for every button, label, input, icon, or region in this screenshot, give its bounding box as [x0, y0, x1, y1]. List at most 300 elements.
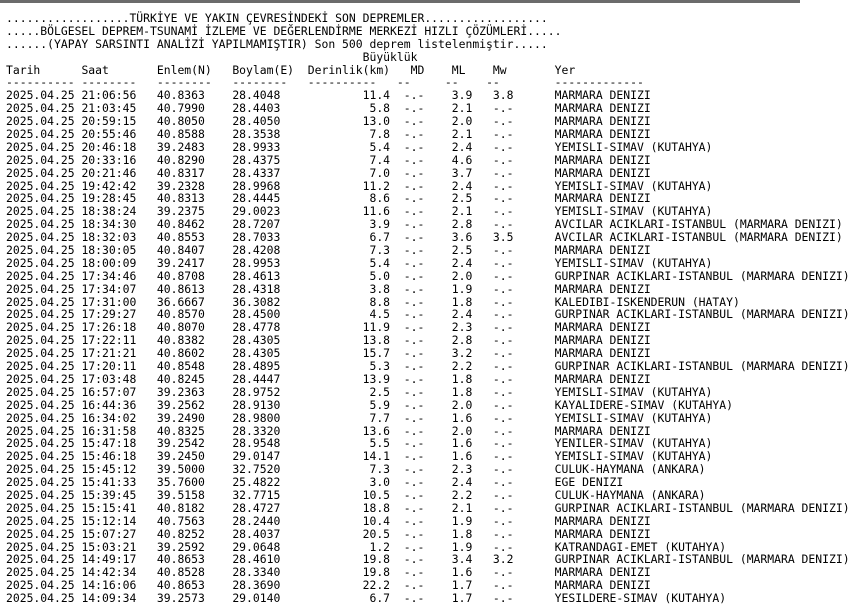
cell-ml: 2.4 — [444, 255, 480, 270]
magnitude-group-label: Büyüklük — [362, 49, 418, 64]
cell-tarih: 2025.04.25 — [6, 552, 75, 567]
cell-derinlikkm: 3.0 — [307, 475, 391, 490]
cell-mw: -.- — [486, 127, 521, 142]
cell-ml: 3.2 — [444, 346, 480, 361]
column-underline: ------------- — [554, 75, 644, 90]
cell-saat: 15:07:27 — [81, 526, 151, 541]
cell-tarih: 2025.04.25 — [6, 436, 75, 451]
cell-yer: MARMARA DENIZI — [554, 88, 651, 103]
cell-yer: GURPINAR ACIKLARI-ISTANBUL (MARMARA DENIZI) — [554, 307, 850, 322]
cell-yer: CULUK-HAYMANA (ANKARA) — [554, 462, 706, 477]
cell-mw: -.- — [486, 526, 521, 541]
cell-tarih: 2025.04.25 — [6, 230, 75, 245]
cell-boylame: 32.7715 — [232, 487, 301, 502]
cell-ml: 1.6 — [444, 410, 480, 425]
cell-enlemn: 40.8050 — [156, 114, 226, 129]
cell-yer: MARMARA DENIZI — [554, 281, 651, 296]
cell-tarih: 2025.04.25 — [6, 423, 75, 438]
cell-md: -.- — [396, 101, 439, 116]
cell-tarih: 2025.04.25 — [6, 268, 75, 283]
cell-mw: -.- — [486, 191, 521, 206]
cell-ml: 2.0 — [444, 268, 480, 283]
cell-derinlikkm: 5.4 — [307, 255, 391, 270]
cell-ml: 1.9 — [444, 513, 480, 528]
cell-derinlikkm: 11.6 — [307, 204, 391, 219]
cell-ml: 1.6 — [444, 565, 480, 580]
cell-ml: 2.0 — [444, 114, 480, 129]
cell-derinlikkm: 5.0 — [307, 268, 391, 283]
cell-md: -.- — [396, 578, 439, 593]
cell-yer: YEMISLI-SIMAV (KUTAHYA) — [554, 139, 713, 154]
cell-enlemn: 39.2483 — [156, 139, 226, 154]
cell-mw: -.- — [486, 217, 521, 232]
cell-yer: MARMARA DENIZI — [554, 114, 651, 129]
cell-saat: 21:06:56 — [81, 88, 151, 103]
cell-mw: -.- — [486, 500, 521, 515]
cell-tarih: 2025.04.25 — [6, 281, 75, 296]
cell-mw: -.- — [486, 281, 521, 296]
cell-ml: 2.0 — [444, 397, 480, 412]
earthquake-listing — [0, 3, 850, 606]
cell-mw: -.- — [486, 449, 521, 464]
column-header-enlemn: Enlem(N) — [156, 62, 226, 77]
cell-derinlikkm: 7.3 — [307, 462, 391, 477]
cell-tarih: 2025.04.25 — [6, 114, 75, 129]
cell-boylame: 28.9933 — [232, 139, 301, 154]
cell-md: -.- — [396, 346, 439, 361]
cell-ml: 2.3 — [444, 320, 480, 335]
cell-saat: 20:21:46 — [81, 165, 151, 180]
cell-derinlikkm: 3.9 — [307, 217, 391, 232]
cell-yer: YEMISLI-SIMAV (KUTAHYA) — [554, 449, 713, 464]
cell-enlemn: 39.2450 — [156, 449, 226, 464]
cell-mw: -.- — [486, 539, 521, 554]
cell-boylame: 28.4208 — [232, 243, 301, 258]
cell-enlemn: 40.8382 — [156, 333, 226, 348]
cell-boylame: 29.0648 — [232, 539, 301, 554]
cell-saat: 18:34:30 — [81, 217, 151, 232]
cell-ml: 1.6 — [444, 436, 480, 451]
cell-tarih: 2025.04.25 — [6, 320, 75, 335]
cell-derinlikkm: 6.7 — [307, 591, 391, 606]
cell-saat: 17:21:21 — [81, 346, 151, 361]
cell-ml: 2.1 — [444, 500, 480, 515]
magnitude-group-spacer — [6, 50, 363, 64]
cell-yer: MARMARA DENIZI — [554, 127, 651, 142]
cell-mw: -.- — [486, 397, 521, 412]
cell-saat: 14:16:06 — [81, 578, 151, 593]
cell-ml: 2.4 — [444, 178, 480, 193]
cell-mw: -.- — [486, 462, 521, 477]
earthquake-rows — [6, 88, 850, 606]
cell-boylame: 28.4337 — [232, 165, 301, 180]
cell-md: -.- — [396, 449, 439, 464]
cell-md: -.- — [396, 384, 439, 399]
cell-mw: -.- — [486, 294, 521, 309]
cell-tarih: 2025.04.25 — [6, 127, 75, 142]
cell-ml: 2.4 — [444, 139, 480, 154]
cell-md: -.- — [396, 243, 439, 258]
cell-boylame: 28.9953 — [232, 255, 301, 270]
cell-yer: GURPINAR ACIKLARI-ISTANBUL (MARMARA DENIZI) — [554, 552, 850, 567]
cell-mw: -.- — [486, 101, 521, 116]
column-header-derinlikkm: Derinlik(km) — [307, 62, 391, 77]
cell-derinlikkm: 7.8 — [307, 127, 391, 142]
cell-md: -.- — [396, 552, 439, 567]
cell-saat: 19:42:42 — [81, 178, 151, 193]
cell-boylame: 28.9752 — [232, 384, 301, 399]
cell-derinlikkm: 7.0 — [307, 165, 391, 180]
column-header-ml: ML — [444, 62, 480, 77]
cell-md: -.- — [396, 565, 439, 580]
cell-derinlikkm: 5.5 — [307, 436, 391, 451]
cell-boylame: 28.4445 — [232, 191, 301, 206]
cell-tarih: 2025.04.25 — [6, 539, 75, 554]
cell-saat: 16:44:36 — [81, 397, 151, 412]
column-header-boylame: Boylam(E) — [232, 62, 301, 77]
cell-saat: 21:03:45 — [81, 101, 151, 116]
cell-mw: -.- — [486, 320, 521, 335]
cell-mw: -.- — [486, 436, 521, 451]
column-underline: -- — [486, 75, 521, 90]
cell-boylame: 28.4050 — [232, 114, 301, 129]
cell-yer: KATRANDAGI-EMET (KUTAHYA) — [554, 539, 727, 554]
cell-ml: 1.8 — [444, 384, 480, 399]
cell-yer: MARMARA DENIZI — [554, 191, 651, 206]
cell-boylame: 32.7520 — [232, 462, 301, 477]
cell-derinlikkm: 5.9 — [307, 397, 391, 412]
cell-tarih: 2025.04.25 — [6, 152, 75, 167]
cell-boylame: 28.3320 — [232, 423, 301, 438]
cell-md: -.- — [396, 127, 439, 142]
cell-ml: 1.6 — [444, 449, 480, 464]
cell-enlemn: 40.8070 — [156, 320, 226, 335]
cell-yer: MARMARA DENIZI — [554, 243, 651, 258]
cell-md: -.- — [396, 359, 439, 374]
cell-boylame: 29.0140 — [232, 591, 301, 606]
cell-md: -.- — [396, 513, 439, 528]
cell-md: -.- — [396, 500, 439, 515]
cell-boylame: 28.7207 — [232, 217, 301, 232]
cell-saat: 17:34:07 — [81, 281, 151, 296]
cell-ml: 2.1 — [444, 204, 480, 219]
cell-saat: 19:28:45 — [81, 191, 151, 206]
cell-mw: -.- — [486, 152, 521, 167]
cell-md: -.- — [396, 191, 439, 206]
cell-tarih: 2025.04.25 — [6, 294, 75, 309]
cell-md: -.- — [396, 475, 439, 490]
cell-yer: EGE DENIZI — [554, 475, 624, 490]
cell-md: -.- — [396, 139, 439, 154]
cell-boylame: 28.4447 — [232, 371, 301, 386]
cell-tarih: 2025.04.25 — [6, 384, 75, 399]
cell-boylame: 28.9130 — [232, 397, 301, 412]
cell-mw: -.- — [486, 371, 521, 386]
cell-boylame: 28.4048 — [232, 88, 301, 103]
cell-enlemn: 40.8528 — [156, 565, 226, 580]
cell-boylame: 29.0023 — [232, 204, 301, 219]
cell-saat: 17:22:11 — [81, 333, 151, 348]
cell-ml: 2.5 — [444, 243, 480, 258]
cell-ml: 2.8 — [444, 333, 480, 348]
cell-derinlikkm: 18.8 — [307, 500, 391, 515]
column-underline: ---------- — [6, 75, 75, 90]
cell-tarih: 2025.04.25 — [6, 578, 75, 593]
cell-derinlikkm: 7.4 — [307, 152, 391, 167]
cell-derinlikkm: 20.5 — [307, 526, 391, 541]
cell-ml: 2.4 — [444, 307, 480, 322]
cell-yer: MARMARA DENIZI — [554, 333, 651, 348]
cell-boylame: 28.4895 — [232, 359, 301, 374]
cell-md: -.- — [396, 462, 439, 477]
cell-saat: 15:39:45 — [81, 487, 151, 502]
cell-boylame: 28.4403 — [232, 101, 301, 116]
cell-enlemn: 40.8653 — [156, 552, 226, 567]
cell-yer: MARMARA DENIZI — [554, 578, 651, 593]
cell-saat: 20:59:15 — [81, 114, 151, 129]
cell-enlemn: 36.6667 — [156, 294, 226, 309]
cell-tarih: 2025.04.25 — [6, 101, 75, 116]
cell-mw: 3.2 — [486, 552, 521, 567]
column-underline: -------- — [156, 75, 226, 90]
cell-mw: -.- — [486, 423, 521, 438]
cell-saat: 18:38:24 — [81, 204, 151, 219]
cell-enlemn: 40.8570 — [156, 307, 226, 322]
cell-mw: -.- — [486, 268, 521, 283]
cell-boylame: 28.3690 — [232, 578, 301, 593]
cell-enlemn: 40.8602 — [156, 346, 226, 361]
cell-derinlikkm: 5.3 — [307, 359, 391, 374]
cell-mw: -.- — [486, 243, 521, 258]
cell-md: -.- — [396, 152, 439, 167]
cell-derinlikkm: 10.4 — [307, 513, 391, 528]
cell-boylame: 28.2440 — [232, 513, 301, 528]
cell-ml: 2.1 — [444, 127, 480, 142]
cell-enlemn: 40.7563 — [156, 513, 226, 528]
cell-tarih: 2025.04.25 — [6, 139, 75, 154]
cell-ml: 1.9 — [444, 281, 480, 296]
cell-md: -.- — [396, 410, 439, 425]
cell-tarih: 2025.04.25 — [6, 346, 75, 361]
cell-derinlikkm: 8.6 — [307, 191, 391, 206]
header-line-3: ......(YAPAY SARSINTI ANALİZİ YAPILMAMIŞTIR) Son 500 deprem listelenmiştir..... — [6, 36, 548, 51]
cell-enlemn: 40.8653 — [156, 578, 226, 593]
cell-saat: 20:55:46 — [81, 127, 151, 142]
cell-derinlikkm: 10.5 — [307, 487, 391, 502]
cell-yer: MARMARA DENIZI — [554, 152, 651, 167]
cell-derinlikkm: 3.8 — [307, 281, 391, 296]
cell-md: -.- — [396, 436, 439, 451]
cell-saat: 17:03:48 — [81, 371, 151, 386]
cell-boylame: 29.0147 — [232, 449, 301, 464]
cell-boylame: 28.4318 — [232, 281, 301, 296]
cell-saat: 18:30:05 — [81, 243, 151, 258]
cell-saat: 16:57:07 — [81, 384, 151, 399]
cell-saat: 18:32:03 — [81, 230, 151, 245]
cell-derinlikkm: 19.8 — [307, 565, 391, 580]
cell-md: -.- — [396, 165, 439, 180]
cell-derinlikkm: 7.7 — [307, 410, 391, 425]
cell-md: -.- — [396, 114, 439, 129]
cell-ml: 3.9 — [444, 88, 480, 103]
cell-yer: GURPINAR ACIKLARI-ISTANBUL (MARMARA DENIZI) — [554, 500, 850, 515]
cell-saat: 15:46:18 — [81, 449, 151, 464]
cell-ml: 3.6 — [444, 230, 480, 245]
column-underline: ---------- — [307, 75, 391, 90]
cell-enlemn: 40.8290 — [156, 152, 226, 167]
cell-mw: -.- — [486, 487, 521, 502]
cell-md: -.- — [396, 591, 439, 606]
cell-saat: 20:33:16 — [81, 152, 151, 167]
column-header-tarih: Tarih — [6, 62, 75, 77]
cell-mw: -.- — [486, 591, 521, 606]
cell-tarih: 2025.04.25 — [6, 165, 75, 180]
cell-enlemn: 40.8182 — [156, 500, 226, 515]
cell-md: -.- — [396, 333, 439, 348]
cell-yer: MARMARA DENIZI — [554, 565, 651, 580]
cell-yer: MARMARA DENIZI — [554, 320, 651, 335]
cell-yer: MARMARA DENIZI — [554, 101, 651, 116]
cell-boylame: 28.3538 — [232, 127, 301, 142]
cell-boylame: 28.4305 — [232, 346, 301, 361]
cell-enlemn: 40.8407 — [156, 243, 226, 258]
cell-ml: 2.2 — [444, 359, 480, 374]
cell-enlemn: 39.2363 — [156, 384, 226, 399]
cell-mw: -.- — [486, 255, 521, 270]
cell-tarih: 2025.04.25 — [6, 307, 75, 322]
cell-saat: 15:15:41 — [81, 500, 151, 515]
cell-derinlikkm: 8.8 — [307, 294, 391, 309]
cell-enlemn: 40.8245 — [156, 371, 226, 386]
cell-derinlikkm: 22.2 — [307, 578, 391, 593]
cell-enlemn: 40.8462 — [156, 217, 226, 232]
cell-md: -.- — [396, 268, 439, 283]
cell-tarih: 2025.04.25 — [6, 204, 75, 219]
cell-mw: -.- — [486, 165, 521, 180]
cell-boylame: 28.4375 — [232, 152, 301, 167]
cell-tarih: 2025.04.25 — [6, 475, 75, 490]
cell-enlemn: 39.2542 — [156, 436, 226, 451]
cell-enlemn: 40.8548 — [156, 359, 226, 374]
cell-boylame: 28.7033 — [232, 230, 301, 245]
cell-derinlikkm: 11.2 — [307, 178, 391, 193]
cell-tarih: 2025.04.25 — [6, 487, 75, 502]
cell-saat: 17:26:18 — [81, 320, 151, 335]
cell-enlemn: 40.8613 — [156, 281, 226, 296]
cell-tarih: 2025.04.25 — [6, 526, 75, 541]
cell-derinlikkm: 13.9 — [307, 371, 391, 386]
cell-md: -.- — [396, 397, 439, 412]
cell-ml: 1.8 — [444, 294, 480, 309]
table-row — [6, 592, 800, 605]
cell-boylame: 28.4500 — [232, 307, 301, 322]
cell-mw: -.- — [486, 204, 521, 219]
cell-enlemn: 40.8317 — [156, 165, 226, 180]
cell-mw: -.- — [486, 565, 521, 580]
cell-enlemn: 39.2573 — [156, 591, 226, 606]
cell-ml: 1.8 — [444, 371, 480, 386]
cell-tarih: 2025.04.25 — [6, 191, 75, 206]
cell-tarih: 2025.04.25 — [6, 500, 75, 515]
cell-boylame: 28.4613 — [232, 268, 301, 283]
cell-tarih: 2025.04.25 — [6, 449, 75, 464]
cell-md: -.- — [396, 307, 439, 322]
cell-yer: MARMARA DENIZI — [554, 526, 651, 541]
cell-yer: KAYALIDERE-SIMAV (KUTAHYA) — [554, 397, 733, 412]
cell-tarih: 2025.04.25 — [6, 513, 75, 528]
cell-tarih: 2025.04.25 — [6, 333, 75, 348]
cell-derinlikkm: 14.1 — [307, 449, 391, 464]
column-underline: -------- — [232, 75, 301, 90]
cell-derinlikkm: 5.8 — [307, 101, 391, 116]
column-underline: -- — [444, 75, 480, 90]
cell-saat: 20:46:18 — [81, 139, 151, 154]
cell-tarih: 2025.04.25 — [6, 410, 75, 425]
cell-saat: 18:00:09 — [81, 255, 151, 270]
cell-mw: 3.5 — [486, 230, 521, 245]
cell-derinlikkm: 11.9 — [307, 320, 391, 335]
cell-yer: YEMISLI-SIMAV (KUTAHYA) — [554, 410, 713, 425]
cell-tarih: 2025.04.25 — [6, 255, 75, 270]
cell-enlemn: 35.7600 — [156, 475, 226, 490]
cell-ml: 2.2 — [444, 487, 480, 502]
cell-boylame: 28.4037 — [232, 526, 301, 541]
cell-saat: 15:45:12 — [81, 462, 151, 477]
cell-enlemn: 40.8325 — [156, 423, 226, 438]
cell-yer: MARMARA DENIZI — [554, 346, 651, 361]
cell-tarih: 2025.04.25 — [6, 217, 75, 232]
header-line-2: .....BÖLGESEL DEPREM-TSUNAMİ İZLEME VE DEĞERLENDİRME MERKEZİ HIZLI ÇÖZÜMLERİ..... — [6, 23, 562, 38]
cell-md: -.- — [396, 217, 439, 232]
cell-yer: MARMARA DENIZI — [554, 371, 651, 386]
cell-enlemn: 39.5158 — [156, 487, 226, 502]
cell-derinlikkm: 13.8 — [307, 333, 391, 348]
cell-mw: -.- — [486, 114, 521, 129]
cell-boylame: 28.4610 — [232, 552, 301, 567]
cell-enlemn: 39.5000 — [156, 462, 226, 477]
cell-derinlikkm: 2.5 — [307, 384, 391, 399]
cell-md: -.- — [396, 204, 439, 219]
cell-boylame: 28.9800 — [232, 410, 301, 425]
cell-ml: 1.7 — [444, 578, 480, 593]
cell-tarih: 2025.04.25 — [6, 359, 75, 374]
cell-derinlikkm: 7.3 — [307, 243, 391, 258]
cell-ml: 1.9 — [444, 539, 480, 554]
cell-md: -.- — [396, 320, 439, 335]
cell-tarih: 2025.04.25 — [6, 371, 75, 386]
cell-md: -.- — [396, 423, 439, 438]
cell-mw: -.- — [486, 410, 521, 425]
cell-mw: -.- — [486, 475, 521, 490]
cell-saat: 15:41:33 — [81, 475, 151, 490]
cell-md: -.- — [396, 294, 439, 309]
cell-boylame: 28.4305 — [232, 333, 301, 348]
header-line-1: ..................TÜRKİYE VE YAKIN ÇEVRESİNDEKİ SON DEPREMLER.................. — [6, 11, 548, 25]
cell-mw: -.- — [486, 333, 521, 348]
cell-ml: 1.7 — [444, 591, 480, 606]
cell-tarih: 2025.04.25 — [6, 591, 75, 606]
cell-ml: 2.4 — [444, 475, 480, 490]
cell-md: -.- — [396, 230, 439, 245]
cell-saat: 14:42:34 — [81, 565, 151, 580]
cell-enlemn: 40.8588 — [156, 127, 226, 142]
cell-ml: 1.8 — [444, 526, 480, 541]
cell-boylame: 28.9548 — [232, 436, 301, 451]
cell-enlemn: 40.8708 — [156, 268, 226, 283]
cell-saat: 14:49:17 — [81, 552, 151, 567]
cell-yer: YENILER-SIMAV (KUTAHYA) — [554, 436, 713, 451]
cell-tarih: 2025.04.25 — [6, 397, 75, 412]
